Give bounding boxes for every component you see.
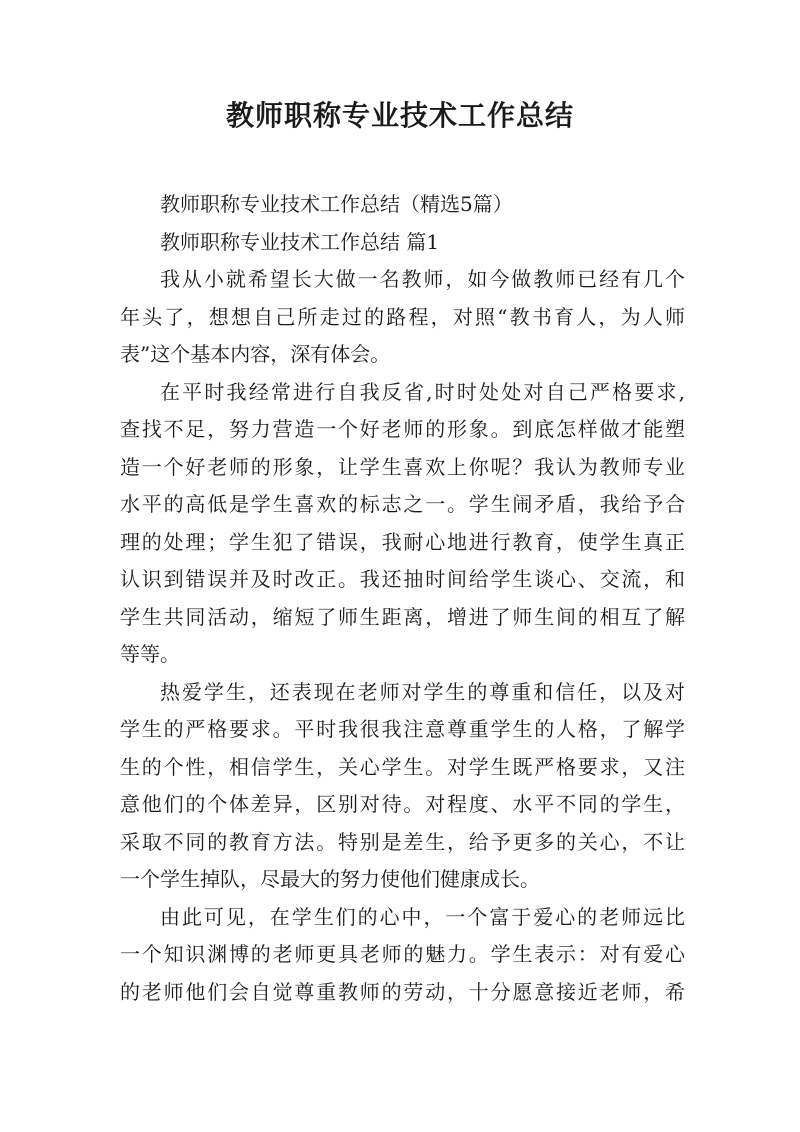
body-line: 生的个性，相信学生，关心学生。对学生既严格要求，又注 xyxy=(120,754,685,779)
body-line: 理的处理；学生犯了错误，我耐心地进行教育，使学生真正 xyxy=(120,529,685,554)
body-line: 学生的严格要求。平时我很我注意尊重学生的人格，了解学 xyxy=(120,717,685,741)
body-line: 采取不同的教育方法。特别是差生，给予更多的关心，不让 xyxy=(120,829,685,854)
body-line: 教师职称专业技术工作总结 篇1 xyxy=(160,229,440,254)
body-line: 等等。 xyxy=(120,642,180,666)
body-line: 年头了，想想自己所走过的路程，对照“教书育人，为人师 xyxy=(120,304,685,329)
body-line: 教师职称专业技术工作总结（精选5篇） xyxy=(160,192,513,216)
body-line: 在平时我经常进行自我反省,时时处处对自己严格要求, xyxy=(160,379,685,404)
body-line: 意他们的个体差异，区别对待。对程度、水平不同的学生， xyxy=(120,792,685,816)
body-line: 造一个好老师的形象，让学生喜欢上你呢？我认为教师专业 xyxy=(120,454,685,479)
document-title: 教师职称专业技术工作总结 xyxy=(225,99,574,132)
body-line: 的老师他们会自觉尊重教师的劳动，十分愿意接近老师，希 xyxy=(120,979,685,1004)
body-line: 学生共同活动，缩短了师生距离，增进了师生间的相互了解 xyxy=(120,604,685,629)
body-line: 表”这个基本内容，深有体会。 xyxy=(120,342,391,366)
body-line: 水平的高低是学生喜欢的标志之一。学生闹矛盾，我给予合 xyxy=(120,492,685,516)
body-line: 查找不足，努力营造一个好老师的形象。到底怎样做才能塑 xyxy=(120,417,685,441)
body-line: 一个学生掉队，尽最大的努力使他们健康成长。 xyxy=(120,867,540,891)
body-line: 认识到错误并及时改正。我还抽时间给学生谈心、交流，和 xyxy=(120,567,685,591)
body-line: 由此可见，在学生们的心中，一个富于爱心的老师远比 xyxy=(160,904,685,929)
document-body xyxy=(120,186,685,1011)
body-line: 我从小就希望长大做一名教师，如今做教师已经有几个 xyxy=(160,267,685,291)
body-line: 一个知识渊博的老师更具老师的魅力。学生表示：对有爱心 xyxy=(120,942,685,966)
body-line: 热爱学生，还表现在老师对学生的尊重和信任，以及对 xyxy=(160,679,685,704)
